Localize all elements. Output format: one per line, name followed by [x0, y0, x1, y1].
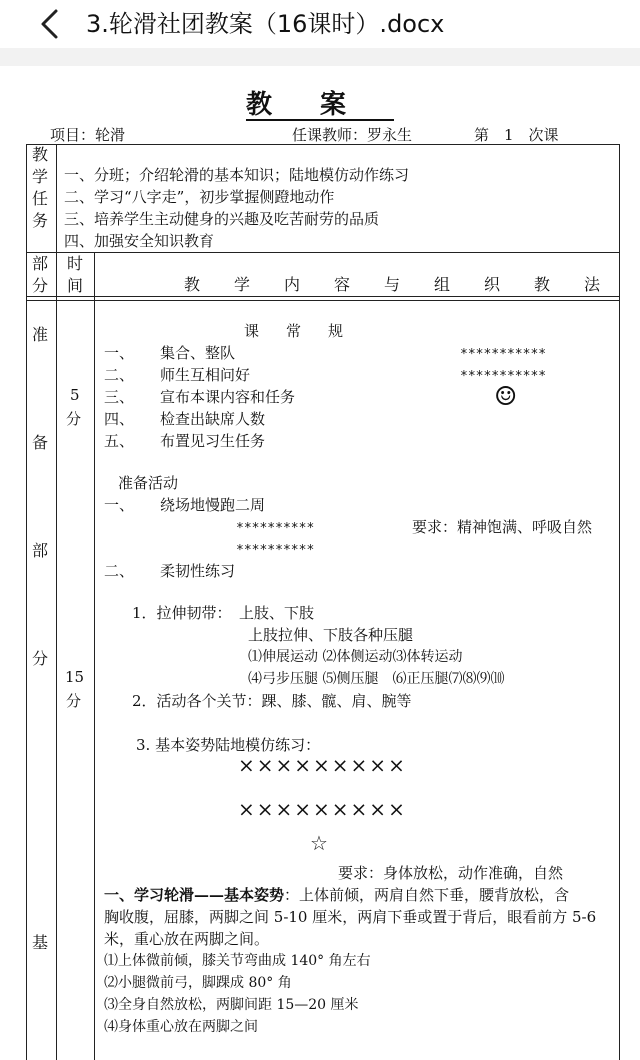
posture-point: ⑴上体微前倾，膝关节弯曲成 140° 角左右	[104, 953, 371, 969]
stretch-line: 2．活动各个关节：踝、膝、髋、肩、腕等	[132, 692, 412, 710]
part-char: 备	[32, 433, 49, 452]
col-time-header	[63, 253, 87, 297]
prep-text: 柔韧性练习	[160, 562, 236, 580]
header-char: 与	[384, 275, 401, 294]
part-char: 部	[32, 541, 49, 560]
grid-line	[56, 252, 57, 1060]
stretch-line: ⑴伸展运动 ⑵体侧运动⑶体转运动	[248, 649, 463, 665]
posture-point: ⑵小腿微前弓，脚踝成 80° 角	[104, 975, 292, 991]
document-page	[0, 66, 640, 1060]
page-gap	[0, 48, 640, 66]
doc-heading: 教案	[245, 90, 394, 120]
task-item: 四、加强安全知识教育	[64, 232, 215, 250]
basic-text: ：上体前倾，两肩自然下垂，腰背放松，含	[284, 886, 570, 904]
formation-crosses: ×××××××××	[238, 753, 407, 777]
formation-crosses: ×××××××××	[238, 797, 407, 821]
stretch-line: 1．拉伸韧带： 上肢、下肢	[132, 604, 315, 622]
time-unit: 分	[66, 410, 82, 428]
header-char: 织	[484, 275, 501, 294]
star-icon: ☆	[310, 831, 328, 855]
requirement-text: 要求：精神饱满、呼吸自然	[412, 518, 593, 536]
requirement-text: 要求：身体放松，动作准确，自然	[338, 864, 564, 882]
routine-text: 检查出缺席人数	[160, 410, 266, 428]
label-char: 任	[31, 189, 48, 208]
basic-title: 一、学习轮滑——基本姿势	[104, 886, 285, 904]
header-char: 组	[434, 275, 451, 294]
part-char: 基	[32, 933, 49, 952]
grid-line	[26, 300, 620, 301]
back-arrow-icon[interactable]	[36, 8, 64, 40]
time-value: 15	[65, 668, 85, 686]
grid-line	[26, 144, 620, 145]
project-label: 项目：轮滑	[50, 126, 126, 144]
posture-point: ⑶全身自然放松，两脚间距 15—20 厘米	[104, 997, 359, 1013]
prep-title: 准备活动	[118, 474, 179, 492]
routine-title: 课 常 规	[244, 322, 350, 340]
smiley-icon: ☺	[494, 382, 518, 412]
routine-num: 三、	[104, 388, 135, 406]
grid-line	[26, 296, 620, 297]
col-part-header	[28, 253, 52, 297]
basic-text: 米，重心放在两脚之间。	[104, 930, 270, 948]
part-char: 准	[32, 325, 49, 344]
header-char: 教	[184, 275, 201, 294]
task-item: 二、学习“八字走”，初步掌握侧蹬地动作	[64, 188, 335, 206]
grid-line	[94, 252, 95, 1060]
stretch-line: ⑷弓步压腿 ⑸侧压腿 ⑹正压腿⑺⑻⑼⑽	[248, 671, 505, 687]
prep-text: 绕场地慢跑二周	[160, 496, 266, 514]
routine-num: 四、	[104, 410, 135, 428]
header-char: 学	[234, 275, 251, 294]
time-unit: 分	[66, 692, 82, 710]
task-item: 一、分班；介绍轮滑的基本知识；陆地模仿动作练习	[64, 166, 410, 184]
time-value: 5	[70, 386, 80, 404]
header-char: 分	[31, 276, 48, 295]
part-char: 分	[32, 649, 49, 668]
label-char: 学	[31, 167, 48, 186]
prep-num: 一、	[104, 496, 135, 514]
basic-text: 胸收腹，屈膝，两脚之间 5-10 厘米，两肩下垂或置于背后，眼看前方 5-6	[104, 908, 597, 926]
task-item: 三、培养学生主动健身的兴趣及吃苦耐劳的品质	[64, 210, 380, 228]
prep-num: 二、	[104, 562, 135, 580]
formation-stars: ***********	[460, 369, 547, 384]
grid-line	[619, 144, 620, 1060]
header-char: 内	[284, 275, 301, 294]
routine-text: 宣布本课内容和任务	[160, 388, 296, 406]
header-char: 时	[66, 254, 83, 273]
stretch-line: 上肢拉伸、下肢各种压腿	[248, 626, 414, 644]
grid-line	[26, 252, 620, 253]
formation-stars: **********	[236, 521, 315, 536]
grid-line	[56, 144, 57, 252]
formation-stars: ***********	[460, 347, 547, 362]
lesson-number: 第 1 次课	[474, 126, 559, 144]
posture-point: ⑷身体重心放在两脚之间	[104, 1019, 258, 1035]
header-char: 教	[534, 275, 551, 294]
task-label	[28, 144, 52, 232]
routine-num: 五、	[104, 432, 135, 450]
teacher-label: 任课教师：罗永生	[292, 126, 413, 144]
routine-text: 集合、整队	[160, 344, 236, 362]
routine-text: 师生互相问好	[160, 366, 251, 384]
header-char: 容	[334, 275, 351, 294]
document-title: 3.轮滑社团教案（16课时）.docx	[86, 10, 445, 38]
header-char: 部	[31, 254, 48, 273]
top-bar	[0, 0, 640, 48]
grid-line	[26, 144, 27, 1060]
imitation-title: 3. 基本姿势陆地模仿练习：	[136, 736, 321, 754]
routine-num: 二、	[104, 366, 135, 384]
formation-stars: **********	[236, 543, 315, 558]
label-char: 教	[31, 145, 48, 164]
routine-num: 一、	[104, 344, 135, 362]
header-char: 间	[66, 276, 83, 295]
routine-text: 布置见习生任务	[160, 432, 266, 450]
label-char: 务	[31, 211, 48, 230]
header-char: 法	[584, 275, 601, 294]
